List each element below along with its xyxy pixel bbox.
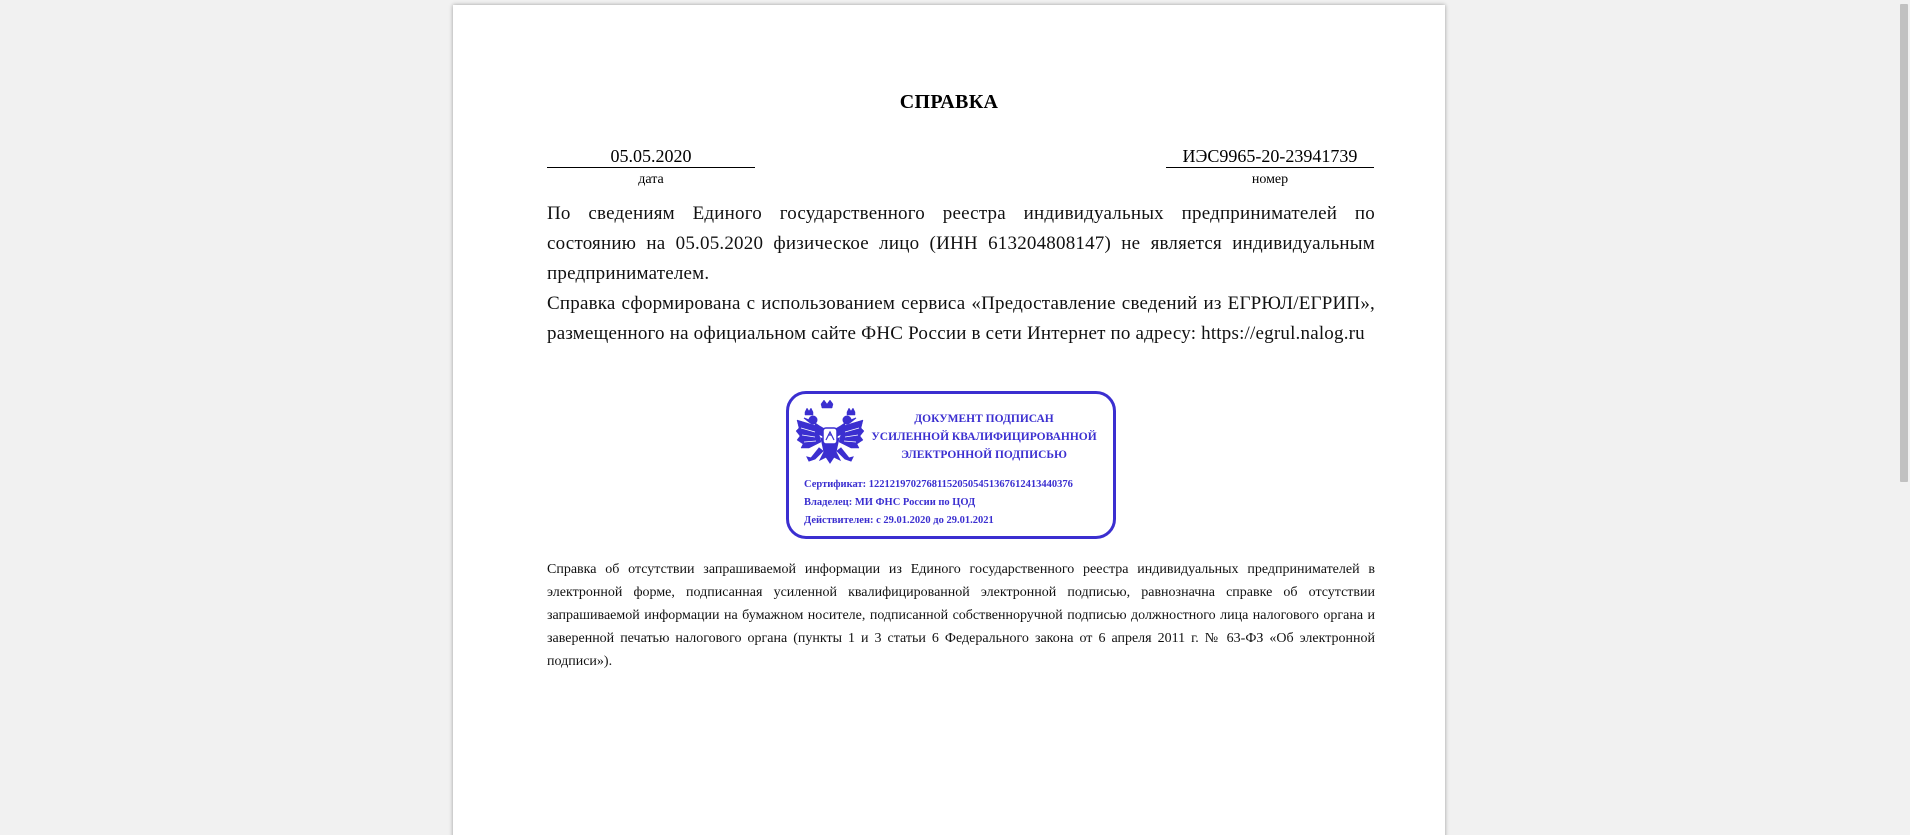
document-page <box>453 5 1445 835</box>
double-headed-eagle-emblem-icon <box>795 398 865 470</box>
date-field <box>547 145 755 188</box>
stamp-heading <box>865 410 1103 464</box>
stamp-certificate: Сертификат: 1221219702768115205054513676124134403​76 <box>804 479 1073 490</box>
scrollbar-thumb[interactable] <box>1900 4 1908 482</box>
body-text <box>547 199 1375 349</box>
vertical-scrollbar[interactable] <box>1897 0 1910 835</box>
date-value: 05.05.2020 <box>547 145 755 168</box>
body-paragraph-status: По сведениям Единого государственного реестра индивидуальных предпринимателей по состоянию на 05.05.2020 физическое лицо (ИНН 613204808147) не является индивидуальным предпринимателем. <box>547 203 1375 284</box>
date-caption: дата <box>638 172 664 187</box>
document-title: СПРАВКА <box>899 91 999 113</box>
stamp-validity: Действителен: с 29.01.2020 до 29.01.2021 <box>804 515 994 526</box>
number-field <box>1166 145 1374 188</box>
stamp-heading-line-3: ЭЛЕКТРОННОЙ ПОДПИСЬЮ <box>901 449 1067 461</box>
stamp-heading-line-2: УСИЛЕННОЙ КВАЛИФИЦИРОВАННОЙ <box>871 431 1097 443</box>
signature-stamp <box>786 391 1116 539</box>
stamp-owner: Владелец: МИ ФНС России по ЦОД <box>804 497 976 508</box>
number-caption: номер <box>1251 172 1289 187</box>
body-paragraph-source: Справка сформирована с использованием сервиса «Предоставление сведений из ЕГРЮЛ/ЕГРИП», размещенного на официальном сайте ФНС России в сети Интернет по адресу: https://egrul.nalog.ru <box>547 293 1375 344</box>
number-value: ИЭС9965-20-23941739 <box>1166 145 1374 168</box>
stamp-heading-line-1: ДОКУМЕНТ ПОДПИСАН <box>914 413 1054 425</box>
stamp-details <box>804 476 1073 530</box>
legal-footnote: Справка об отсутствии запрашиваемой информации из Единого государственного реестра индивидуальных предпринимателей в электронной форме, подписанная усиленной квалифицированной электронной подписью, равнозначна справке об отсутствии запрашиваемой информации на бумажном носителе, подписанной собственноручной подписью должностного лица налогового органа и заверенной печатью налогового органа (пункты 1 и 3 статьи 6 Федерального закона от 6 апреля 2011 г. № 63-ФЗ «Об электронной подписи»). <box>547 562 1375 669</box>
